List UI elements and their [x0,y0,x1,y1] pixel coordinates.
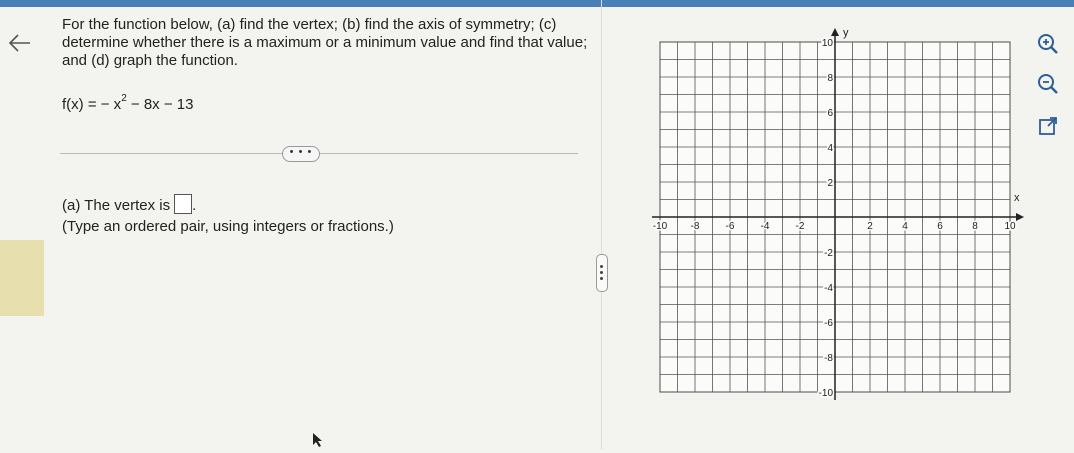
part-a-label: (a) The vertex is [62,197,171,214]
x-tick-label: 8 [972,221,978,232]
answer-hint: (Type an ordered pair, using integers or fractions.) [62,218,394,235]
y-tick-label: -8 [824,353,833,364]
y-tick-label: -4 [824,283,833,294]
x-tick-label: 6 [937,221,943,232]
y-tick-label: 10 [821,38,833,49]
function-prefix: f(x) = − x [62,96,122,113]
x-tick-label: -10 [652,221,668,232]
show-more-button[interactable]: • • • [282,146,320,162]
x-axis-label: x [1014,192,1020,204]
y-tick-label: -10 [818,388,833,399]
panel-divider [601,0,602,449]
function-exponent: 2 [121,93,127,104]
y-tick-label: 6 [827,108,833,119]
x-tick-label: 10 [1004,221,1016,232]
y-tick-label: 4 [827,143,833,154]
y-tick-label: -6 [824,318,833,329]
popout-icon[interactable] [1036,114,1060,138]
mouse-cursor-icon [312,432,326,453]
x-axis-arrow [1016,213,1024,221]
part-a-period: . [192,197,197,214]
panel-resize-handle[interactable] [596,254,608,292]
left-accent-band [0,240,44,316]
zoom-in-icon[interactable] [1036,32,1060,56]
top-bar [0,0,1074,7]
question-text: For the function below, (a) find the vertex; (b) find the axis of symmetry; (c) determine whether there is a maximum or a minimum value and find that value; and (d) graph the function. [62,16,588,69]
x-tick-label: -2 [795,221,805,232]
x-tick-label: -4 [760,221,770,232]
vertex-answer-box[interactable] [174,194,192,214]
function-suffix: − 8x − 13 [126,96,194,113]
y-tick-label: -2 [824,248,833,259]
x-tick-label: 2 [867,221,873,232]
x-tick-label: 4 [902,221,908,232]
back-arrow-icon[interactable] [6,30,32,56]
zoom-out-icon[interactable] [1036,72,1060,96]
x-tick-label: -6 [725,221,735,232]
part-a-prompt [62,194,196,214]
y-axis-arrow [831,28,839,36]
y-axis-label: y [843,27,849,39]
x-tick-label: -8 [690,221,700,232]
y-tick-label: 2 [827,178,833,189]
function-expression [62,95,193,113]
y-tick-label: 8 [827,73,833,84]
graph-panel[interactable] [640,22,1030,412]
